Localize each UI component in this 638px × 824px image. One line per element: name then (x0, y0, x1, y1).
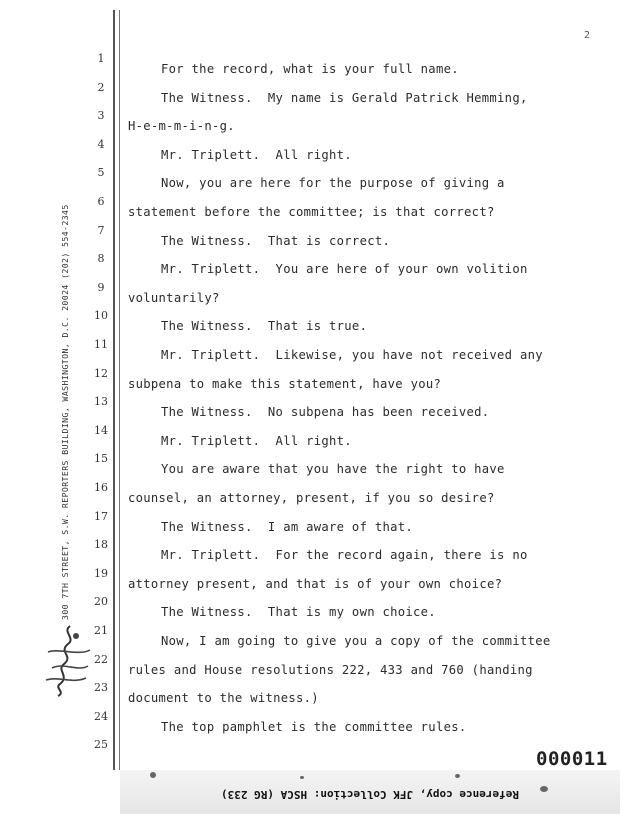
line-number: 15 (94, 452, 108, 466)
transcript-line: subpena to make this statement, have you? (128, 376, 442, 391)
line-number: 5 (97, 166, 105, 180)
line-number: 23 (94, 681, 108, 695)
handwritten-mark-icon (40, 622, 96, 698)
transcript-line: rules and House resolutions 222, 433 and 760 (handing (128, 662, 533, 677)
speck (300, 776, 304, 779)
reference-stamp: Reference copy, JFK Collection: HSCA (RG 233) (221, 788, 520, 801)
transcript-line: The Witness. My name is Gerald Patrick Hemming, (161, 90, 528, 105)
reporter-address: 300 7TH STREET, S.W. REPORTERS BUILDING, WASHINGTON, D.C. 20024 (202) 554-2345 (60, 204, 70, 620)
margin-rule (113, 10, 115, 770)
transcript-line: The Witness. No subpena has been received. (161, 405, 490, 420)
transcript-line: counsel, an attorney, present, if you so desire? (128, 491, 495, 505)
line-number: 16 (94, 481, 108, 494)
transcript-line: Mr. Triplett. All right. (161, 147, 352, 162)
transcript-line: Mr. Triplett. Likewise, you have not received any (161, 348, 543, 362)
line-number: 21 (94, 624, 108, 637)
line-number: 1 (97, 52, 105, 65)
line-number: 22 (94, 652, 108, 666)
line-number: 19 (94, 566, 108, 580)
page-number: 2 (584, 30, 591, 41)
speck (150, 772, 156, 778)
line-number: 10 (94, 309, 108, 323)
transcript-line: The Witness. That is my own choice. (161, 605, 436, 620)
transcript-line: voluntarily? (128, 290, 220, 305)
transcript-line: You are aware that you have the right to have (161, 462, 505, 477)
line-number: 24 (94, 709, 108, 723)
transcript-line: Now, I am going to give you a copy of the committee (161, 634, 551, 648)
transcript-line: The Witness. That is true. (161, 319, 368, 334)
transcript-line: H-e-m-m-i-n-g. (128, 119, 235, 134)
transcript-line: The Witness. I am aware of that. (161, 519, 414, 534)
line-number: 6 (97, 195, 105, 208)
line-number: 2 (97, 80, 105, 94)
line-number: 11 (94, 338, 108, 351)
line-number: 12 (94, 366, 108, 380)
margin-rule-inner (119, 10, 120, 770)
document-id: 000011 (536, 748, 608, 770)
line-number: 9 (97, 280, 105, 294)
transcript-line: Mr. Triplett. For the record again, there is no (161, 548, 528, 563)
transcript-line: attorney present, and that is of your own choice? (128, 576, 503, 591)
transcript-line: The top pamphlet is the committee rules. (161, 719, 467, 734)
line-number: 13 (94, 395, 108, 409)
line-number: 17 (94, 509, 108, 523)
line-number: 8 (97, 252, 105, 266)
line-number: 4 (97, 137, 105, 151)
transcript-line: document to the witness.) (128, 691, 319, 706)
line-number: 3 (97, 109, 105, 123)
transcript-line: Mr. Triplett. All right. (161, 433, 352, 448)
line-number: 25 (94, 738, 108, 752)
transcript-line: Now, you are here for the purpose of giving a (161, 176, 505, 191)
line-number: 14 (94, 423, 108, 437)
transcript-line: The Witness. That is correct. (161, 233, 391, 248)
line-number: 18 (94, 538, 108, 552)
transcript-line: statement before the committee; is that correct? (128, 205, 495, 219)
speck (455, 774, 460, 778)
transcript-line: For the record, what is your full name. (161, 62, 459, 76)
line-number: 20 (94, 595, 108, 609)
line-number: 7 (97, 223, 105, 237)
transcript-line: Mr. Triplett. You are here of your own volition (161, 262, 528, 277)
